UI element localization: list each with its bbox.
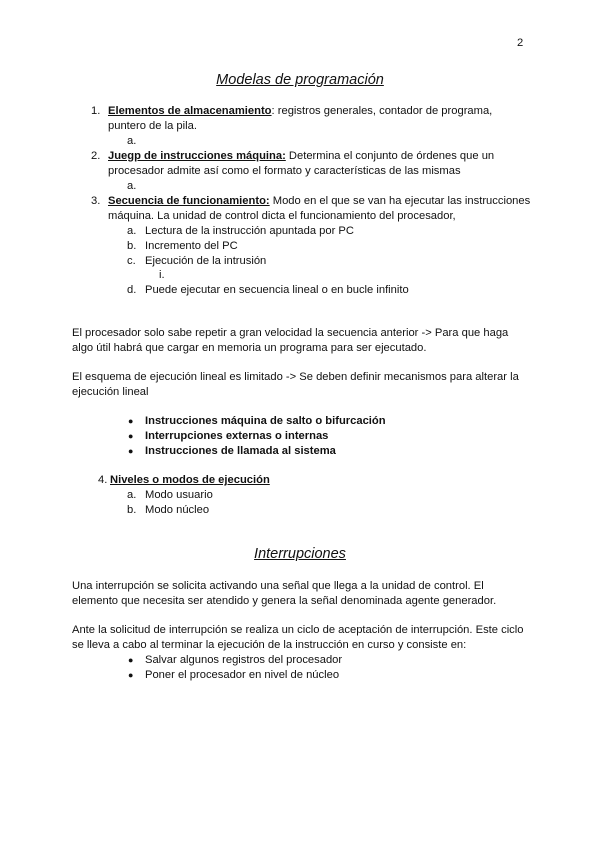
list-number: 1.	[91, 105, 101, 117]
paragraph-line: algo útil habrá que cargar en memoria un programa para ser ejecutado.	[72, 342, 427, 354]
paragraph-line: elemento que necesita ser atendido y genera la señal denominada agente generador.	[72, 595, 497, 607]
sub-item-text: Incremento del PC	[145, 240, 238, 252]
sub-label: b.	[127, 504, 137, 516]
sub-label: d.	[127, 284, 137, 296]
sub-label: a.	[127, 180, 137, 192]
sub-item-text: Modo núcleo	[145, 504, 210, 516]
sub-label: a.	[127, 225, 137, 237]
paragraph-line: Ante la solicitud de interrupción se realiza un ciclo de aceptación de interrupción. Este ciclo	[72, 624, 524, 636]
paragraph-line: Una interrupción se solicita activando una señal que llega a la unidad de control. El	[72, 580, 484, 592]
bullet-item: Salvar algunos registros del procesador	[145, 654, 343, 666]
sub-item-text: Ejecución de la intrusión	[145, 255, 267, 267]
item-text-line2: puntero de la pila.	[108, 120, 197, 132]
list-item-2	[108, 149, 494, 164]
paragraph-line: El esquema de ejecución lineal es limitado -> Se deben definir mecanismos para alterar la	[72, 371, 519, 383]
bullet-item: Instrucciones de llamada al sistema	[145, 445, 336, 457]
list-item-1	[108, 104, 492, 119]
item-text: Determina el conjunto de órdenes que un	[285, 150, 495, 162]
term-juego-instrucciones: Juegp de instrucciones máquina:	[108, 150, 286, 162]
term-almacenamiento: Elementos de almacenamiento	[108, 105, 272, 117]
list-number: 3.	[91, 195, 101, 207]
bullet-item: Instrucciones máquina de salto o bifurcación	[145, 415, 386, 427]
bullet-item: Poner el procesador en nivel de núcleo	[145, 669, 340, 681]
sub-item-text: Lectura de la instrucción apuntada por PC	[145, 225, 354, 237]
sub-item-text: Puede ejecutar en secuencia lineal o en bucle infinito	[145, 284, 409, 296]
list-item-3	[108, 194, 530, 209]
bullet-icon: ●	[128, 416, 134, 426]
paragraph-line: El procesador solo sabe repetir a gran velocidad la secuencia anterior -> Para que haga	[72, 327, 509, 339]
bullet-item: Interrupciones externas o internas	[145, 430, 329, 442]
term-niveles: Niveles o modos de ejecución	[110, 474, 270, 486]
list-number: 4.	[98, 474, 108, 486]
bullet-icon: ●	[128, 670, 134, 680]
paragraph-line: ejecución lineal	[72, 386, 149, 398]
item-text-line2: procesador admite así como el formato y características de las mismas	[108, 165, 461, 177]
section-title-modelas: Modelas de programación	[216, 72, 384, 88]
sub-item-text: Modo usuario	[145, 489, 213, 501]
bullet-icon: ●	[128, 446, 134, 456]
page-number: 2	[517, 37, 524, 49]
item-text: : registros generales, contador de programa,	[271, 105, 493, 117]
sub-label: a.	[127, 135, 137, 147]
section-title-interrupciones: Interrupciones	[254, 546, 346, 562]
paragraph-line: se lleva a cabo al terminar la ejecución de la instrucción en curso y consiste en:	[72, 639, 467, 651]
item-text-line2: máquina. La unidad de control dicta el funcionamiento del procesador,	[108, 210, 456, 222]
list-number: 2.	[91, 150, 101, 162]
sub-label: a.	[127, 489, 137, 501]
term-secuencia: Secuencia de funcionamiento:	[108, 195, 270, 207]
sub-label: c.	[127, 255, 136, 267]
sub-label: b.	[127, 240, 137, 252]
bullet-icon: ●	[128, 431, 134, 441]
item-text: Modo en el que se van ha ejecutar las instrucciones	[269, 195, 531, 207]
sub-sub-label: i.	[159, 269, 165, 281]
bullet-icon: ●	[128, 655, 134, 665]
